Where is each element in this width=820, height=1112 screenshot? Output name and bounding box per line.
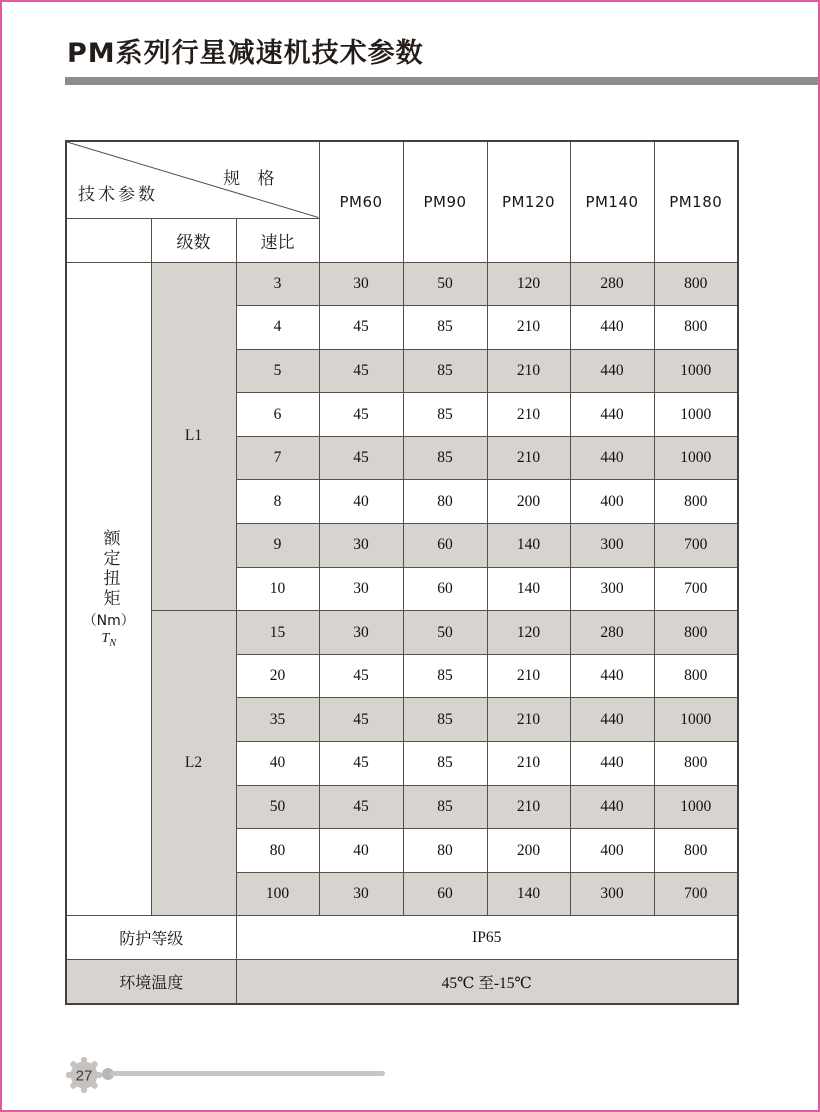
torque-vertical-text: 额定扭矩	[99, 528, 120, 609]
value-cell-pm120: 210	[487, 654, 570, 698]
value-cell-pm120: 210	[487, 785, 570, 829]
protection-row-value: IP65	[236, 916, 738, 960]
value-cell-pm90: 85	[403, 654, 487, 698]
value-cell-pm90: 85	[403, 349, 487, 393]
value-cell-pm140: 280	[570, 611, 654, 655]
ratio-cell: 10	[236, 567, 319, 611]
page-footer	[65, 1056, 785, 1096]
value-cell-pm180: 800	[654, 829, 738, 873]
data-row	[66, 611, 738, 655]
value-cell-pm60: 30	[319, 524, 403, 568]
value-cell-pm180: 1000	[654, 349, 738, 393]
ratio-cell: 9	[236, 524, 319, 568]
value-cell-pm90: 85	[403, 742, 487, 786]
value-cell-pm60: 45	[319, 698, 403, 742]
ratio-cell: 80	[236, 829, 319, 873]
temperature-row-label: 环境温度	[66, 960, 236, 1004]
value-cell-pm180: 800	[654, 654, 738, 698]
value-cell-pm90: 60	[403, 567, 487, 611]
value-cell-pm140: 440	[570, 742, 654, 786]
torque-unit: （Nm）	[82, 612, 135, 629]
temperature-row-value: 45℃ 至-15℃	[236, 960, 738, 1004]
value-cell-pm90: 85	[403, 785, 487, 829]
ratio-header: 速比	[236, 218, 319, 262]
gear-page-number-icon	[65, 1056, 103, 1094]
value-cell-pm60: 45	[319, 349, 403, 393]
value-cell-pm60: 45	[319, 436, 403, 480]
protection-row-label: 防护等级	[66, 916, 236, 960]
value-cell-pm140: 280	[570, 262, 654, 306]
ratio-cell: 8	[236, 480, 319, 524]
value-cell-pm120: 120	[487, 262, 570, 306]
value-cell-pm60: 40	[319, 480, 403, 524]
page-number: 27	[75, 1067, 93, 1085]
col-header-pm180: PM180	[654, 141, 738, 262]
footer-rule-line	[110, 1071, 385, 1076]
value-cell-pm140: 300	[570, 524, 654, 568]
value-cell-pm140: 440	[570, 349, 654, 393]
value-cell-pm60: 45	[319, 393, 403, 437]
data-row	[66, 262, 738, 306]
value-cell-pm90: 50	[403, 611, 487, 655]
protection-row	[66, 916, 738, 960]
col-header-pm120: PM120	[487, 141, 570, 262]
value-cell-pm140: 440	[570, 654, 654, 698]
value-cell-pm140: 440	[570, 393, 654, 437]
value-cell-pm120: 200	[487, 480, 570, 524]
value-cell-pm120: 200	[487, 829, 570, 873]
ratio-cell: 100	[236, 872, 319, 916]
value-cell-pm120: 210	[487, 306, 570, 350]
page-title: PM系列行星减速机技术参数	[67, 38, 424, 69]
value-cell-pm60: 40	[319, 829, 403, 873]
value-cell-pm90: 50	[403, 262, 487, 306]
value-cell-pm60: 30	[319, 611, 403, 655]
value-cell-pm90: 85	[403, 698, 487, 742]
value-cell-pm120: 140	[487, 524, 570, 568]
temperature-row	[66, 960, 738, 1004]
value-cell-pm120: 140	[487, 872, 570, 916]
value-cell-pm180: 800	[654, 742, 738, 786]
value-cell-pm90: 85	[403, 436, 487, 480]
value-cell-pm60: 45	[319, 306, 403, 350]
title-underline-bar	[65, 77, 818, 85]
ratio-cell: 40	[236, 742, 319, 786]
value-cell-pm140: 440	[570, 306, 654, 350]
value-cell-pm140: 400	[570, 829, 654, 873]
ratio-cell: 35	[236, 698, 319, 742]
value-cell-pm60: 45	[319, 742, 403, 786]
value-cell-pm140: 300	[570, 567, 654, 611]
value-cell-pm90: 60	[403, 524, 487, 568]
ratio-cell: 5	[236, 349, 319, 393]
value-cell-pm90: 80	[403, 829, 487, 873]
value-cell-pm120: 210	[487, 349, 570, 393]
value-cell-pm180: 800	[654, 306, 738, 350]
ratio-cell: 15	[236, 611, 319, 655]
value-cell-pm90: 85	[403, 393, 487, 437]
col-header-pm90: PM90	[403, 141, 487, 262]
param-axis-label: 技术参数	[78, 184, 158, 205]
value-cell-pm180: 1000	[654, 698, 738, 742]
value-cell-pm180: 1000	[654, 785, 738, 829]
value-cell-pm60: 30	[319, 567, 403, 611]
value-cell-pm180: 800	[654, 262, 738, 306]
value-cell-pm90: 85	[403, 306, 487, 350]
spec-table	[65, 140, 739, 1005]
empty-header-cell	[66, 218, 151, 262]
ratio-cell: 7	[236, 436, 319, 480]
value-cell-pm120: 210	[487, 742, 570, 786]
col-header-pm140: PM140	[570, 141, 654, 262]
value-cell-pm140: 300	[570, 872, 654, 916]
value-cell-pm90: 60	[403, 872, 487, 916]
value-cell-pm90: 80	[403, 480, 487, 524]
stage-cell-l2: L2	[151, 611, 236, 916]
value-cell-pm120: 210	[487, 698, 570, 742]
value-cell-pm140: 440	[570, 785, 654, 829]
ratio-cell: 3	[236, 262, 319, 306]
value-cell-pm60: 45	[319, 654, 403, 698]
value-cell-pm140: 440	[570, 698, 654, 742]
ratio-cell: 4	[236, 306, 319, 350]
spec-table-wrap	[65, 140, 739, 1005]
value-cell-pm60: 45	[319, 785, 403, 829]
stage-cell-l1: L1	[151, 262, 236, 611]
value-cell-pm60: 30	[319, 872, 403, 916]
value-cell-pm180: 1000	[654, 436, 738, 480]
torque-row-label	[66, 262, 151, 916]
col-header-pm60: PM60	[319, 141, 403, 262]
value-cell-pm120: 140	[487, 567, 570, 611]
value-cell-pm180: 700	[654, 872, 738, 916]
ratio-cell: 50	[236, 785, 319, 829]
value-cell-pm140: 400	[570, 480, 654, 524]
spec-axis-label: 规 格	[223, 169, 281, 189]
value-cell-pm140: 440	[570, 436, 654, 480]
value-cell-pm60: 30	[319, 262, 403, 306]
value-cell-pm180: 800	[654, 480, 738, 524]
value-cell-pm120: 210	[487, 436, 570, 480]
value-cell-pm120: 210	[487, 393, 570, 437]
ratio-cell: 6	[236, 393, 319, 437]
stage-header: 级数	[151, 218, 236, 262]
ratio-cell: 20	[236, 654, 319, 698]
value-cell-pm180: 700	[654, 524, 738, 568]
torque-symbol: $T_N$	[101, 630, 116, 649]
value-cell-pm180: 800	[654, 611, 738, 655]
value-cell-pm120: 120	[487, 611, 570, 655]
value-cell-pm180: 700	[654, 567, 738, 611]
header-row-1	[66, 141, 738, 218]
diagonal-header-cell	[66, 141, 319, 218]
value-cell-pm180: 1000	[654, 393, 738, 437]
